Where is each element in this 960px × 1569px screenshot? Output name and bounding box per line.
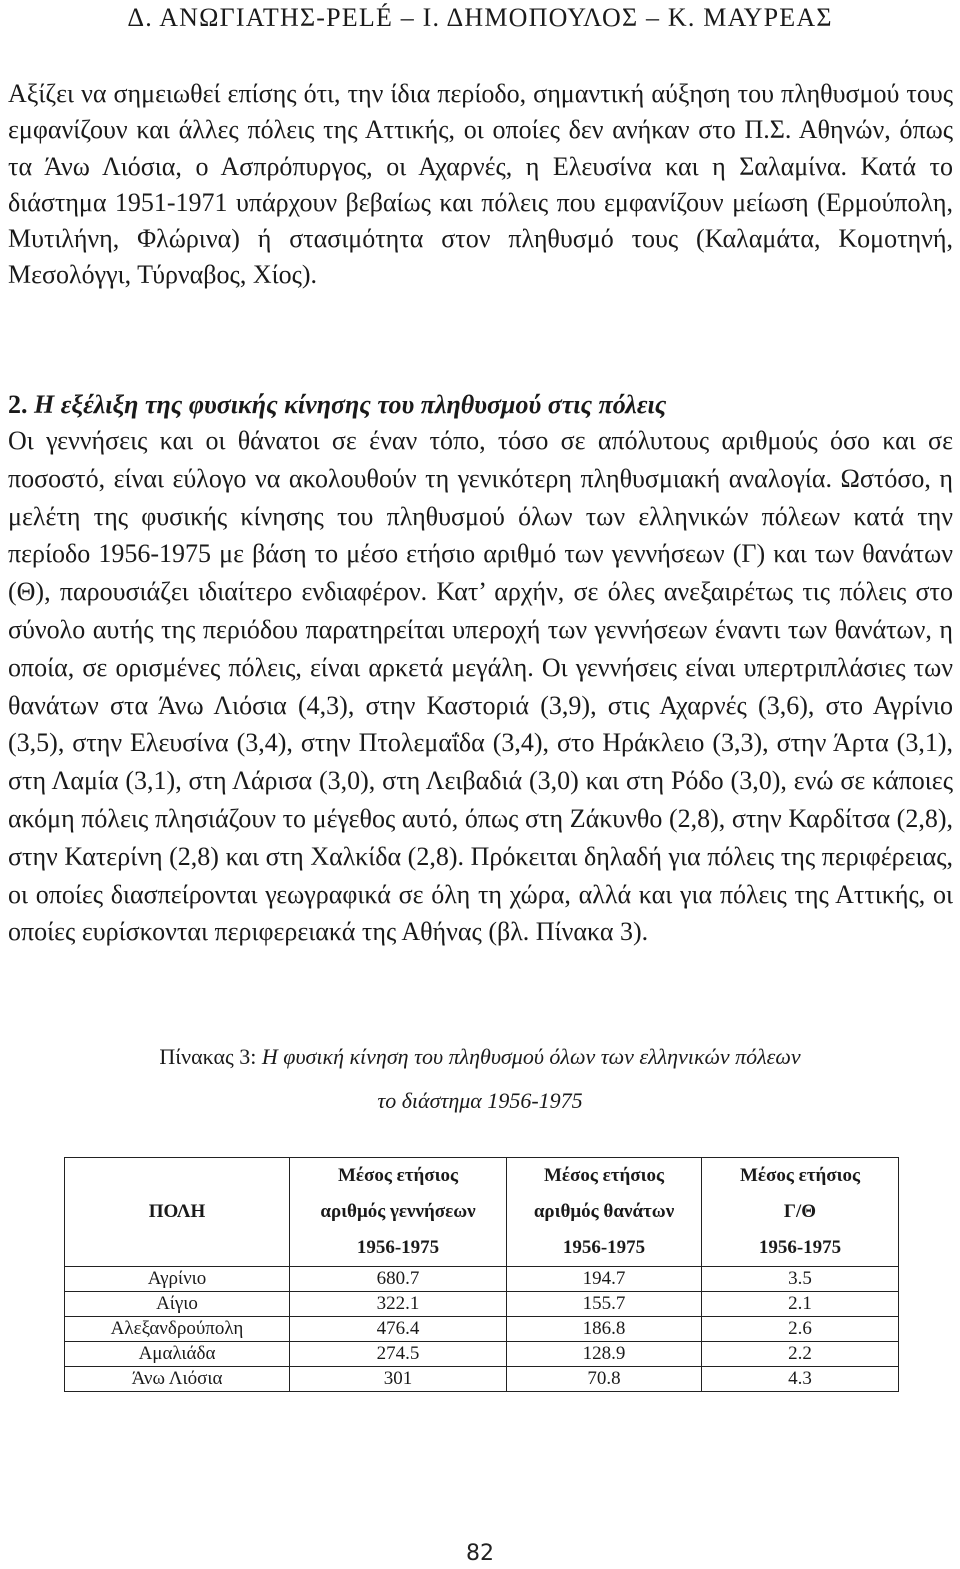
header-city bbox=[65, 1158, 290, 1267]
table-row bbox=[65, 1317, 899, 1342]
header-deaths-line3: 1956-1975 bbox=[562, 1237, 646, 1258]
cell-ratio: 3.5 bbox=[702, 1267, 899, 1292]
cell-ratio: 2.6 bbox=[702, 1317, 899, 1342]
cell-births: 680.7 bbox=[290, 1267, 507, 1292]
cell-ratio: 2.1 bbox=[702, 1292, 899, 1317]
section-heading bbox=[8, 387, 666, 423]
table-row bbox=[65, 1367, 899, 1392]
header-ratio-line3: 1956-1975 bbox=[758, 1237, 842, 1258]
cell-births: 322.1 bbox=[290, 1292, 507, 1317]
header-births-line3: 1956-1975 bbox=[356, 1237, 440, 1258]
section-title-text: Η εξέλιξη της φυσικής κίνησης του πληθυσμού στις πόλεις bbox=[34, 390, 667, 419]
running-header: Δ. ΑΝΩΓΙΑΤΗΣ-PELÉ – Ι. ΔΗΜΟΠΟΥΛΟΣ – Κ. ΜΑΥΡΕΑΣ bbox=[127, 3, 833, 32]
page-number: 82 bbox=[466, 1541, 494, 1566]
header-deaths-line2: αριθμός θανάτων bbox=[533, 1201, 675, 1222]
table-row bbox=[65, 1292, 899, 1317]
table-header-row bbox=[65, 1158, 899, 1267]
header-births bbox=[290, 1158, 507, 1267]
header-births-line2: αριθμός γεννήσεων bbox=[320, 1201, 476, 1222]
table-caption bbox=[0, 1042, 960, 1072]
paragraph-attica-growth: Αξίζει να σημειωθεί επίσης ότι, την ίδια περίοδο, σημαντική αύξηση του πληθυσμού τους εμφανίζουν και άλλες πόλεις της Αττικής, οι οποίες δεν ανήκαν στο Π.Σ. Αθηνών, όπως τα Άνω Λιόσια, ο Ασπρόπυργος, οι Αχαρνές, η Ελευσίνα και η Σαλαμίνα. Κατά το διάστημα 1951-1971 υπάρχουν βεβαίως και πόλεις που εμφανίζουν μείωση (Ερμούπολη, Μυτιλήνη, Φλώρινα) ή στασιμότητα στον πληθυσμό τους (Καλαμάτα, Κομοτηνή, Μεσολόγγι, Τύρναβος, Χίος). bbox=[8, 79, 953, 290]
cell-ratio: 2.2 bbox=[702, 1342, 899, 1367]
cell-births: 476.4 bbox=[290, 1317, 507, 1342]
header-city-label: ΠΟΛΗ bbox=[148, 1201, 206, 1222]
header-ratio-line1: Μέσος ετήσιος bbox=[739, 1165, 861, 1186]
cell-deaths: 155.7 bbox=[507, 1292, 702, 1317]
cell-deaths: 128.9 bbox=[507, 1342, 702, 1367]
header-deaths bbox=[507, 1158, 702, 1267]
cell-births: 274.5 bbox=[290, 1342, 507, 1367]
cell-city: Άνω Λιόσια bbox=[65, 1367, 290, 1392]
cell-deaths: 194.7 bbox=[507, 1267, 702, 1292]
table-row bbox=[65, 1342, 899, 1367]
cell-city: Αλεξανδρούπολη bbox=[65, 1317, 290, 1342]
table-caption-line2: το διάστημα 1956-1975 bbox=[377, 1088, 583, 1113]
table-caption-label: Πίνακας 3: bbox=[159, 1044, 257, 1069]
header-ratio bbox=[702, 1158, 899, 1267]
cell-ratio: 4.3 bbox=[702, 1367, 899, 1392]
cell-deaths: 70.8 bbox=[507, 1367, 702, 1392]
header-deaths-line1: Μέσος ετήσιος bbox=[543, 1165, 665, 1186]
cell-city: Αμαλιάδα bbox=[65, 1342, 290, 1367]
cell-city: Αίγιο bbox=[65, 1292, 290, 1317]
header-ratio-line2: Γ/Θ bbox=[783, 1201, 817, 1222]
table-caption-text: Η φυσική κίνηση του πληθυσμού όλων των ελληνικών πόλεων bbox=[261, 1044, 801, 1069]
cell-deaths: 186.8 bbox=[507, 1317, 702, 1342]
section-number: 2. bbox=[8, 390, 28, 419]
cell-city: Αγρίνιο bbox=[65, 1267, 290, 1292]
natural-movement-table bbox=[64, 1157, 899, 1392]
table-row bbox=[65, 1267, 899, 1292]
paragraph-natural-movement: Οι γεννήσεις και οι θάνατοι σε έναν τόπο, τόσο σε απόλυτους αριθμούς όσο και σε ποσοστό, είναι εύλογο να ακολουθούν τη γενικότερη πληθυσμιακή αναλογία. Ωστόσο, η μελέτη της φυσικής κίνησης του πληθυσμού όλων των ελληνικών πόλεων κατά την περίοδο 1956-1975 με βάση το μέσο ετήσιο αριθμό των γεννήσεων (Γ) και των θανάτων (Θ), παρουσιάζει ιδιαίτερο ενδιαφέρον. Κατ’ αρχήν, σε όλες ανεξαιρέτως τις πόλεις στο σύνολο αυτής της περιόδου παρατηρείται υπεροχή των γεννήσεων έναντι των θανάτων, η οποία, σε ορισμένες πόλεις, είναι αρκετά μεγάλη. Οι γεννήσεις είναι υπερτριπλάσιες των θανάτων στα Άνω Λιόσια (4,3), στην Καστοριά (3,9), στις Αχαρνές (3,6), στο Αγρίνιο (3,5), στην Ελευσίνα (3,4), στην Πτολεμαΐδα (3,4), στο Ηράκλειο (3,3), στην Άρτα (3,1), στη Λαμία (3,1), στη Λάρισα (3,0), στη Λειβαδιά (3,0) και στη Ρόδο (3,0), ενώ σε κάποιες ακόμη πόλεις πλησιάζουν το μέγεθος αυτό, όπως στη Ζάκυνθο (2,8), στην Καρδίτσα (2,8), στην Κατερίνη (2,8) και στη Χαλκίδα (2,8). Πρόκειται δηλαδή για πόλεις της περιφέρειας, οι οποίες διασπείρονται γεωγραφικά σε όλη τη χώρα, αλλά και για πόλεις της Αττικής, οι οποίες ευρίσκονται περιφερειακά της Αθήνας (βλ. Πίνακα 3). bbox=[8, 426, 953, 947]
header-births-line1: Μέσος ετήσιος bbox=[337, 1165, 459, 1186]
cell-births: 301 bbox=[290, 1367, 507, 1392]
